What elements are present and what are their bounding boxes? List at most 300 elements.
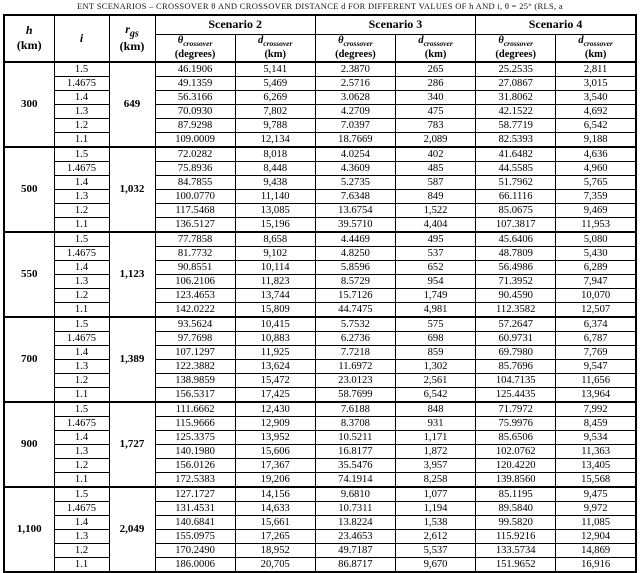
s3-theta-crossover-cell: 4.8250 [315,246,395,260]
s4-theta-crossover-cell: 71.3952 [476,274,556,288]
s2-d-crossover-cell: 13,952 [235,430,315,444]
s4-theta-crossover-cell: 120.4220 [476,458,556,472]
table-row [4,515,636,529]
s4-theta-crossover-cell: 90.4590 [476,288,556,302]
header-row-scenarios [4,15,636,34]
s4-theta-crossover-cell: 85.0675 [476,203,556,217]
s2-theta-crossover-cell: 142.0222 [155,302,235,317]
s4-d-crossover-cell: 11,656 [556,373,636,387]
s2-d-crossover-cell: 9,788 [235,118,315,132]
s3-theta-crossover-cell: 58.7699 [315,387,395,402]
s2-theta-crossover-cell: 186.0006 [155,557,235,572]
s3-d-crossover-cell: 340 [395,90,475,104]
s3-d-crossover-cell: 1,749 [395,288,475,302]
s3-d-crossover-cell: 9,670 [395,557,475,572]
s2-d-crossover-cell: 11,140 [235,189,315,203]
s3-theta-crossover-cell: 4.4469 [315,232,395,247]
i-value-cell: 1.3 [54,104,109,118]
table-row [4,416,636,430]
s2-d-crossover-cell: 8,018 [235,147,315,162]
s4-d-crossover-cell: 6,289 [556,260,636,274]
i-value-cell: 1.5 [54,62,109,77]
s4-d-crossover-cell: 11,085 [556,515,636,529]
s2-d-crossover-cell: 14,156 [235,487,315,502]
i-value-cell: 1.5 [54,487,109,502]
i-value-cell: 1.4675 [54,501,109,515]
d-subscript: crossover [423,38,453,48]
s3-d-crossover-cell: 495 [395,232,475,247]
s2-theta-crossover-cell: 107.1297 [155,345,235,359]
col-header-d-s4 [556,34,636,62]
s4-d-crossover-cell: 7,769 [556,345,636,359]
s4-d-crossover-cell: 16,916 [556,557,636,572]
s3-d-crossover-cell: 575 [395,317,475,332]
s2-theta-crossover-cell: 117.5468 [155,203,235,217]
theta-symbol: θ [338,34,344,46]
s3-theta-crossover-cell: 4.2709 [315,104,395,118]
s4-theta-crossover-cell: 60.9731 [476,331,556,345]
table-row [4,118,636,132]
s4-theta-crossover-cell: 82.5393 [476,132,556,147]
table-row [4,331,636,345]
i-value-cell: 1.4675 [54,76,109,90]
s2-theta-crossover-cell: 46.1906 [155,62,235,77]
i-value-cell: 1.1 [54,132,109,147]
s4-d-crossover-cell: 9,547 [556,359,636,373]
i-value-cell: 1.4675 [54,246,109,260]
i-value-cell: 1.4675 [54,416,109,430]
table-row [4,345,636,359]
h-value-cell: 500 [4,147,54,232]
s4-theta-crossover-cell: 151.9652 [476,557,556,572]
theta-unit: (degrees) [335,49,376,61]
theta-symbol: θ [177,34,184,46]
s2-theta-crossover-cell: 156.5317 [155,387,235,402]
h-value-cell: 550 [4,232,54,317]
s4-d-crossover-cell: 3,015 [556,76,636,90]
s4-d-crossover-cell: 13,405 [556,458,636,472]
s3-d-crossover-cell: 1,194 [395,501,475,515]
rgs-value-cell: 1,032 [109,147,155,232]
h-value-cell: 300 [4,62,54,147]
table-row [4,189,636,203]
theta-symbol: θ [498,34,504,46]
table-row [4,458,636,472]
s3-d-crossover-cell: 848 [395,402,475,417]
s4-theta-crossover-cell: 104.7135 [476,373,556,387]
col-header-h [4,15,54,62]
s4-d-crossover-cell: 2,811 [556,62,636,77]
s4-d-crossover-cell: 10,070 [556,288,636,302]
s2-theta-crossover-cell: 90.8551 [155,260,235,274]
rgs-subscript: gs [129,28,139,40]
i-value-cell: 1.4 [54,260,109,274]
s3-theta-crossover-cell: 7.6348 [315,189,395,203]
rgs-value-cell: 1,123 [109,232,155,317]
table-row [4,62,636,77]
s2-d-crossover-cell: 8,448 [235,161,315,175]
s3-theta-crossover-cell: 10.5211 [315,430,395,444]
s3-theta-crossover-cell: 13.6754 [315,203,395,217]
s3-d-crossover-cell: 931 [395,416,475,430]
s4-d-crossover-cell: 9,475 [556,487,636,502]
s4-theta-crossover-cell: 115.9216 [476,529,556,543]
rgs-value-cell: 649 [109,62,155,147]
s2-d-crossover-cell: 7,802 [235,104,315,118]
s4-theta-crossover-cell: 41.6482 [476,147,556,162]
i-value-cell: 1.2 [54,373,109,387]
col-header-scenario-4: Scenario 4 [476,15,636,34]
s2-d-crossover-cell: 9,438 [235,175,315,189]
s4-theta-crossover-cell: 99.5820 [476,515,556,529]
table-row [4,274,636,288]
s2-theta-crossover-cell: 93.5624 [155,317,235,332]
table-row [4,543,636,557]
table-row [4,487,636,502]
s3-d-crossover-cell: 652 [395,260,475,274]
table-row [4,147,636,162]
i-value-cell: 1.1 [54,217,109,232]
s3-theta-crossover-cell: 7.6188 [315,402,395,417]
s4-d-crossover-cell: 4,692 [556,104,636,118]
s3-d-crossover-cell: 698 [395,331,475,345]
d-subscript: crossover [583,38,613,48]
s4-d-crossover-cell: 8,459 [556,416,636,430]
s2-d-crossover-cell: 10,114 [235,260,315,274]
s2-theta-crossover-cell: 136.5127 [155,217,235,232]
s4-d-crossover-cell: 13,964 [556,387,636,402]
col-header-theta-s2 [155,34,235,62]
h-unit: (km) [16,38,42,53]
s3-theta-crossover-cell: 5.2735 [315,175,395,189]
col-header-d-s3 [395,34,475,62]
s3-d-crossover-cell: 783 [395,118,475,132]
s4-d-crossover-cell: 9,534 [556,430,636,444]
s4-theta-crossover-cell: 125.4435 [476,387,556,402]
s4-d-crossover-cell: 11,363 [556,444,636,458]
s4-theta-crossover-cell: 51.7962 [476,175,556,189]
s4-d-crossover-cell: 5,080 [556,232,636,247]
s4-d-crossover-cell: 14,869 [556,543,636,557]
s2-theta-crossover-cell: 56.3166 [155,90,235,104]
table-caption: ENT SCENARIOS – CROSSOVER θ AND CROSSOVER DISTANCE d FOR DIFFERENT VALUES OF h AND i, θ = 25° (RLS, a [77,1,563,11]
s3-d-crossover-cell: 587 [395,175,475,189]
s4-theta-crossover-cell: 66.1116 [476,189,556,203]
s2-d-crossover-cell: 17,265 [235,529,315,543]
s2-d-crossover-cell: 15,661 [235,515,315,529]
theta-subscript: crossover [503,38,534,48]
s3-theta-crossover-cell: 74.1914 [315,472,395,487]
i-value-cell: 1.4675 [54,331,109,345]
s2-d-crossover-cell: 20,705 [235,557,315,572]
s3-theta-crossover-cell: 5.7532 [315,317,395,332]
i-value-cell: 1.5 [54,147,109,162]
s2-theta-crossover-cell: 155.0975 [155,529,235,543]
col-header-rgs [109,15,155,62]
rgs-unit: (km) [119,39,145,54]
s2-theta-crossover-cell: 156.0126 [155,458,235,472]
s4-theta-crossover-cell: 31.8062 [476,90,556,104]
col-header-theta-s3 [315,34,395,62]
s2-d-crossover-cell: 13,085 [235,203,315,217]
table-row [4,359,636,373]
s3-theta-crossover-cell: 8.5729 [315,274,395,288]
i-symbol: i [79,30,84,45]
s4-theta-crossover-cell: 112.3582 [476,302,556,317]
s3-theta-crossover-cell: 39.5710 [315,217,395,232]
s3-theta-crossover-cell: 2.5716 [315,76,395,90]
table-row [4,203,636,217]
s2-theta-crossover-cell: 81.7732 [155,246,235,260]
i-value-cell: 1.3 [54,359,109,373]
col-header-i [54,15,109,62]
s3-d-crossover-cell: 954 [395,274,475,288]
h-value-cell: 700 [4,317,54,402]
s4-theta-crossover-cell: 58.7719 [476,118,556,132]
table-row [4,373,636,387]
s4-d-crossover-cell: 9,972 [556,501,636,515]
i-value-cell: 1.4 [54,90,109,104]
s3-theta-crossover-cell: 11.6972 [315,359,395,373]
s4-d-crossover-cell: 6,374 [556,317,636,332]
i-value-cell: 1.4 [54,430,109,444]
s2-d-crossover-cell: 15,472 [235,373,315,387]
s3-d-crossover-cell: 402 [395,147,475,162]
s3-d-crossover-cell: 3,957 [395,458,475,472]
table-row [4,557,636,572]
table-row [4,104,636,118]
s2-d-crossover-cell: 10,883 [235,331,315,345]
s4-theta-crossover-cell: 85.1195 [476,487,556,502]
i-value-cell: 1.4675 [54,161,109,175]
i-value-cell: 1.1 [54,472,109,487]
table-row [4,387,636,402]
s2-d-crossover-cell: 15,809 [235,302,315,317]
s3-d-crossover-cell: 4,981 [395,302,475,317]
s3-theta-crossover-cell: 15.7126 [315,288,395,302]
theta-subscript: crossover [183,38,213,48]
s2-theta-crossover-cell: 111.6662 [155,402,235,417]
s3-d-crossover-cell: 1,522 [395,203,475,217]
s4-d-crossover-cell: 6,787 [556,331,636,345]
s4-d-crossover-cell: 9,188 [556,132,636,147]
theta-unit: (degrees) [495,49,537,61]
s2-d-crossover-cell: 6,269 [235,90,315,104]
s4-d-crossover-cell: 9,469 [556,203,636,217]
s3-d-crossover-cell: 286 [395,76,475,90]
s4-theta-crossover-cell: 71.7972 [476,402,556,417]
rgs-symbol: r [125,22,130,37]
s4-d-crossover-cell: 4,636 [556,147,636,162]
table-row [4,472,636,487]
col-header-theta-s4 [476,34,556,62]
s4-theta-crossover-cell: 107.3817 [476,217,556,232]
col-header-scenario-2: Scenario 2 [155,15,315,34]
data-table [3,14,637,573]
s2-theta-crossover-cell: 100.0770 [155,189,235,203]
s4-theta-crossover-cell: 85.6506 [476,430,556,444]
s2-d-crossover-cell: 17,367 [235,458,315,472]
i-value-cell: 1.5 [54,317,109,332]
s4-theta-crossover-cell: 44.5585 [476,161,556,175]
i-value-cell: 1.1 [54,557,109,572]
s3-d-crossover-cell: 5,537 [395,543,475,557]
table-row [4,175,636,189]
d-symbol: d [258,34,264,46]
s2-theta-crossover-cell: 77.7858 [155,232,235,247]
s2-theta-crossover-cell: 84.7855 [155,175,235,189]
s2-d-crossover-cell: 13,744 [235,288,315,302]
s4-theta-crossover-cell: 25.2535 [476,62,556,77]
table-row [4,246,636,260]
table-row [4,90,636,104]
s3-theta-crossover-cell: 9.6810 [315,487,395,502]
i-value-cell: 1.2 [54,288,109,302]
table-row [4,444,636,458]
table-row [4,217,636,232]
s3-theta-crossover-cell: 3.0628 [315,90,395,104]
s2-theta-crossover-cell: 131.4531 [155,501,235,515]
s3-d-crossover-cell: 8,258 [395,472,475,487]
s3-d-crossover-cell: 2,089 [395,132,475,147]
rgs-value-cell: 1,389 [109,317,155,402]
s3-d-crossover-cell: 265 [395,62,475,77]
s3-d-crossover-cell: 859 [395,345,475,359]
s4-d-crossover-cell: 4,960 [556,161,636,175]
i-value-cell: 1.5 [54,232,109,247]
s2-d-crossover-cell: 8,658 [235,232,315,247]
h-value-cell: 1,100 [4,487,54,572]
s3-theta-crossover-cell: 2.3870 [315,62,395,77]
s4-d-crossover-cell: 5,430 [556,246,636,260]
s3-d-crossover-cell: 1,872 [395,444,475,458]
s4-theta-crossover-cell: 89.5840 [476,501,556,515]
s3-d-crossover-cell: 1,171 [395,430,475,444]
s2-theta-crossover-cell: 97.7698 [155,331,235,345]
s2-d-crossover-cell: 12,430 [235,402,315,417]
s4-d-crossover-cell: 3,540 [556,90,636,104]
s2-d-crossover-cell: 15,196 [235,217,315,232]
h-symbol: h [25,23,33,38]
d-subscript: crossover [263,38,293,48]
s4-theta-crossover-cell: 69.7980 [476,345,556,359]
s3-d-crossover-cell: 849 [395,189,475,203]
table-row [4,302,636,317]
i-value-cell: 1.2 [54,203,109,217]
h-value-cell: 900 [4,402,54,487]
s3-theta-crossover-cell: 23.0123 [315,373,395,387]
rgs-value-cell: 2,049 [109,487,155,572]
s3-theta-crossover-cell: 49.7187 [315,543,395,557]
s3-theta-crossover-cell: 5.8596 [315,260,395,274]
s2-d-crossover-cell: 13,624 [235,359,315,373]
s4-d-crossover-cell: 15,568 [556,472,636,487]
s4-d-crossover-cell: 12,507 [556,302,636,317]
table-header [4,15,636,62]
s3-theta-crossover-cell: 35.5476 [315,458,395,472]
d-unit: (km) [424,49,447,61]
i-value-cell: 1.2 [54,458,109,472]
s2-theta-crossover-cell: 87.9298 [155,118,235,132]
s4-d-crossover-cell: 7,992 [556,402,636,417]
table-row [4,76,636,90]
s2-theta-crossover-cell: 172.5383 [155,472,235,487]
table-row [4,232,636,247]
s3-theta-crossover-cell: 4.0254 [315,147,395,162]
table-row [4,402,636,417]
i-value-cell: 1.1 [54,387,109,402]
s3-theta-crossover-cell: 86.8717 [315,557,395,572]
s2-d-crossover-cell: 12,909 [235,416,315,430]
s2-d-crossover-cell: 19,206 [235,472,315,487]
s3-d-crossover-cell: 6,542 [395,387,475,402]
table-row [4,529,636,543]
s3-theta-crossover-cell: 10.7311 [315,501,395,515]
s3-d-crossover-cell: 537 [395,246,475,260]
s3-d-crossover-cell: 475 [395,104,475,118]
i-value-cell: 1.4 [54,515,109,529]
s4-d-crossover-cell: 12,904 [556,529,636,543]
s3-theta-crossover-cell: 4.3609 [315,161,395,175]
s2-d-crossover-cell: 15,606 [235,444,315,458]
s2-theta-crossover-cell: 75.8936 [155,161,235,175]
s4-theta-crossover-cell: 139.8560 [476,472,556,487]
s4-theta-crossover-cell: 85.7696 [476,359,556,373]
s3-theta-crossover-cell: 23.4653 [315,529,395,543]
table-row [4,430,636,444]
i-value-cell: 1.2 [54,543,109,557]
i-value-cell: 1.3 [54,529,109,543]
table-row [4,260,636,274]
s2-d-crossover-cell: 5,141 [235,62,315,77]
i-value-cell: 1.3 [54,189,109,203]
s2-theta-crossover-cell: 123.4653 [155,288,235,302]
table-row [4,161,636,175]
i-value-cell: 1.1 [54,302,109,317]
s2-theta-crossover-cell: 140.6841 [155,515,235,529]
col-header-scenario-3: Scenario 3 [315,15,475,34]
s3-theta-crossover-cell: 6.2736 [315,331,395,345]
s4-theta-crossover-cell: 133.5734 [476,543,556,557]
s2-theta-crossover-cell: 125.3375 [155,430,235,444]
s4-theta-crossover-cell: 42.1522 [476,104,556,118]
rgs-value-cell: 1,727 [109,402,155,487]
table-row [4,132,636,147]
s2-theta-crossover-cell: 109.0009 [155,132,235,147]
s4-theta-crossover-cell: 75.9976 [476,416,556,430]
table-row [4,501,636,515]
s2-theta-crossover-cell: 138.9859 [155,373,235,387]
s2-d-crossover-cell: 9,102 [235,246,315,260]
s2-d-crossover-cell: 10,415 [235,317,315,332]
d-unit: (km) [264,49,287,61]
s2-d-crossover-cell: 11,925 [235,345,315,359]
s4-theta-crossover-cell: 102.0762 [476,444,556,458]
s4-d-crossover-cell: 6,542 [556,118,636,132]
s2-theta-crossover-cell: 122.3882 [155,359,235,373]
s2-theta-crossover-cell: 115.9666 [155,416,235,430]
s3-theta-crossover-cell: 13.8224 [315,515,395,529]
s2-theta-crossover-cell: 72.0282 [155,147,235,162]
i-value-cell: 1.2 [54,118,109,132]
s2-theta-crossover-cell: 140.1980 [155,444,235,458]
table-row [4,288,636,302]
s3-theta-crossover-cell: 44.7475 [315,302,395,317]
s2-theta-crossover-cell: 49.1359 [155,76,235,90]
s4-theta-crossover-cell: 48.7809 [476,246,556,260]
s4-theta-crossover-cell: 45.6406 [476,232,556,247]
s3-theta-crossover-cell: 8.3708 [315,416,395,430]
